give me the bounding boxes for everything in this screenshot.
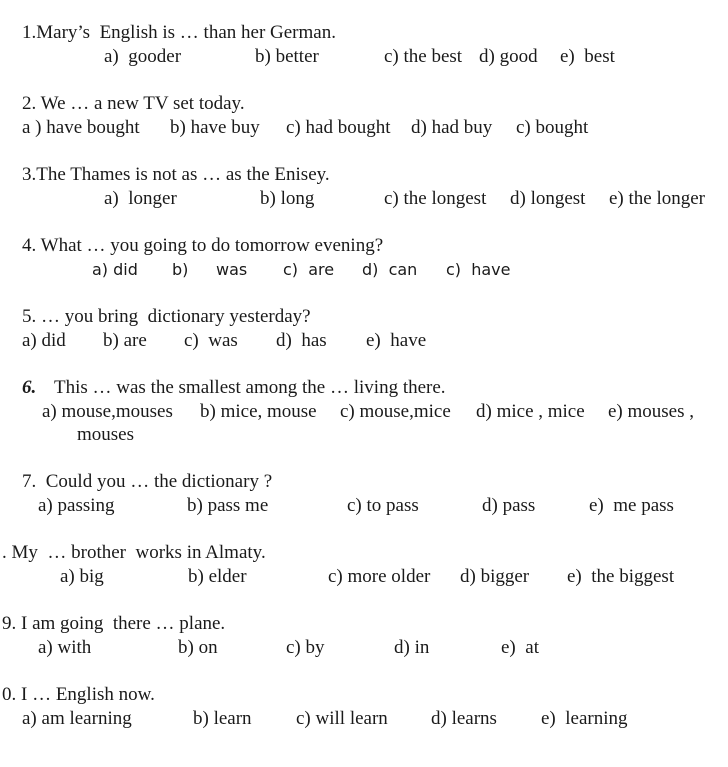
question-8-text: . My … brother works in Almaty. <box>2 542 266 563</box>
question-1-option-d: d) good <box>479 46 538 67</box>
question-10-option-a: a) am learning <box>22 708 132 729</box>
question-10-option-e: e) learning <box>541 708 628 729</box>
question-6-option-c: c) mouse,mice <box>340 401 451 422</box>
question-4-text: 4. What … you going to do tomorrow evening? <box>22 235 384 256</box>
question-6-continuation: mouses <box>77 424 134 445</box>
question-7-text: 7. Could you … the dictionary ? <box>22 471 273 492</box>
question-4-option-a: a) did <box>92 260 138 279</box>
question-5-option-e: e) have <box>366 330 427 351</box>
question-6-text: This … was the smallest among the … living there. <box>54 377 446 398</box>
question-3-option-a: a) longer <box>104 188 177 209</box>
question-10-option-b: b) learn <box>193 708 252 729</box>
question-4-option-b-word: was <box>216 260 248 279</box>
question-7-option-e: e) me pass <box>589 495 674 516</box>
question-9-option-b: b) on <box>178 637 218 658</box>
question-2-option-b: b) have buy <box>170 117 260 138</box>
question-4-option-b: b) <box>172 260 189 279</box>
question-7-option-b: b) pass me <box>187 495 269 516</box>
question-3-text: 3.The Thames is not as … as the Enisey. <box>22 164 330 185</box>
question-5-option-d: d) has <box>276 330 327 351</box>
question-8-option-d: d) bigger <box>460 566 530 587</box>
question-2-option-e: c) bought <box>516 117 589 138</box>
question-8-option-c: c) more older <box>328 566 431 587</box>
question-5-option-c: c) was <box>184 330 238 351</box>
question-2-option-c: c) had bought <box>286 117 391 138</box>
question-1-option-e: e) best <box>560 46 615 67</box>
question-5-text: 5. … you bring dictionary yesterday? <box>22 306 311 327</box>
question-3-option-b: b) long <box>260 188 315 209</box>
question-8-option-a: a) big <box>60 566 104 587</box>
question-2-text: 2. We … a new TV set today. <box>22 93 245 114</box>
question-1-option-c: c) the best <box>384 46 463 67</box>
question-9-text: 9. I am going there … plane. <box>2 613 226 634</box>
question-9-option-e: e) at <box>501 637 539 658</box>
question-9-option-a: a) with <box>38 637 92 658</box>
question-8-option-b: b) elder <box>188 566 247 587</box>
question-5-option-a: a) did <box>22 330 66 351</box>
question-7-option-c: c) to pass <box>347 495 419 516</box>
question-9-option-c: c) by <box>286 637 325 658</box>
question-2-option-a: a ) have bought <box>22 117 140 138</box>
question-6-option-b: b) mice, mouse <box>200 401 317 422</box>
question-6-option-d: d) mice , mice <box>476 401 585 422</box>
question-4-option-d: d) can <box>362 260 418 279</box>
question-1-option-b: b) better <box>255 46 319 67</box>
question-2-option-d: d) had buy <box>411 117 493 138</box>
question-3-option-e: e) the longer <box>609 188 706 209</box>
question-4-option-c: c) are <box>283 260 335 279</box>
question-1-option-a: a) gooder <box>104 46 182 67</box>
question-10-text: 0. I … English now. <box>2 684 155 705</box>
question-6-number: 6. <box>22 377 37 398</box>
question-7-option-d: d) pass <box>482 495 536 516</box>
question-10-option-c: c) will learn <box>296 708 388 729</box>
question-6-option-e: e) mouses , <box>608 401 695 422</box>
question-3-option-d: d) longest <box>510 188 586 209</box>
question-5-option-b: b) are <box>103 330 147 351</box>
question-4-option-e: c) have <box>446 260 511 279</box>
question-8-option-e: e) the biggest <box>567 566 675 587</box>
question-10-option-d: d) learns <box>431 708 497 729</box>
question-9-option-d: d) in <box>394 637 430 658</box>
question-6-option-a: a) mouse,mouses <box>42 401 173 422</box>
question-3-option-c: c) the longest <box>384 188 487 209</box>
question-7-option-a: a) passing <box>38 495 115 516</box>
question-1-text: 1.Mary’s English is … than her German. <box>22 22 336 43</box>
